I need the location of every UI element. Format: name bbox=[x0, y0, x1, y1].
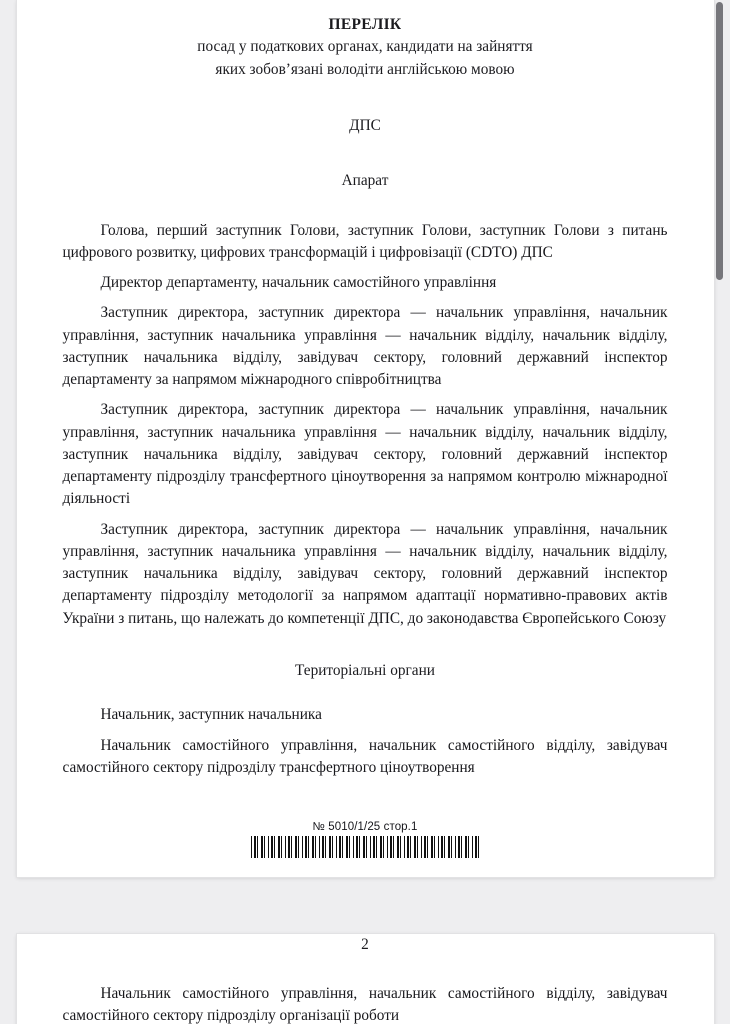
page-2-content bbox=[17, 934, 714, 1024]
page-title: ПЕРЕЛІК bbox=[328, 16, 402, 33]
vertical-scrollbar-track[interactable] bbox=[716, 0, 724, 1024]
paragraph-transfer-pricing-control: Заступник директора, заступник директора — начальник управління, начальник управління, заступник начальника управління — начальник відділу, начальник відділу, заступник начальника відділу, завідувач сектору, головний державний інспектор департаменту підрозділу трансфертного ціноутворення за напрямом контролю міжнародної діяльності bbox=[62, 401, 668, 508]
paragraph-director-department: Директор департаменту, начальник самостійного управління bbox=[100, 274, 497, 292]
document-page-1 bbox=[17, 0, 714, 877]
section-heading-apparat: Апарат bbox=[341, 172, 389, 190]
document-subtitle-line-1: посад у податкових органах, кандидати на зайняття bbox=[197, 38, 533, 55]
paragraph-international-cooperation: Заступник директора, заступник директора — начальник управління, начальник управління, заступник начальника управління — начальник відділу, начальник відділу, заступник начальника відділу, завідувач сектору, головний державний інспектор департаменту за напрямом міжнародного співробітництва bbox=[62, 304, 668, 389]
paragraph-chairman-positions: Голова, перший заступник Голови, заступник Голови, заступник Голови з питань цифрового розвитку, цифрових трансформацій і цифровізації (CDTO) ДПС bbox=[62, 221, 668, 261]
document-subtitle-line-2: яких зобов’язані володіти англійською мовою bbox=[215, 60, 515, 78]
page-1-content bbox=[17, 0, 714, 877]
page-number-2: 2 bbox=[361, 936, 369, 954]
page-1-footer bbox=[63, 821, 668, 877]
paragraph-territorial-transfer-pricing: Начальник самостійного управління, начальник самостійного відділу, завідувач самостійного сектору підрозділу трансфертного ціноутворення bbox=[62, 736, 668, 776]
paragraph-methodology-eu-adaptation: Заступник директора, заступник директора — начальник управління, начальник управління, заступник начальника управління — начальник відділу, начальник відділу, заступник начальника відділу, завідувач сектору, головний державний інспектор департаменту підрозділу методології за напрямом адаптації нормативно-правових актів України з питань, що належать до компетенції ДПС, до законодавства Європейського Союзу bbox=[62, 520, 668, 627]
vertical-scrollbar-thumb[interactable] bbox=[716, 2, 723, 280]
paragraph-head-deputy-head: Начальник, заступник начальника bbox=[100, 706, 322, 724]
barcode-code128 bbox=[251, 836, 479, 858]
paragraph-work-organisation-unit: Начальник самостійного управління, начальник самостійного відділу, завідувач самостійного сектору підрозділу організації роботи bbox=[62, 984, 668, 1024]
document-page-2 bbox=[17, 934, 714, 1024]
barcode-label: № 5010/1/25 стор.1 bbox=[312, 821, 418, 834]
org-heading: ДПС bbox=[349, 116, 381, 134]
section-heading-territorial: Територіальні органи bbox=[295, 661, 435, 679]
